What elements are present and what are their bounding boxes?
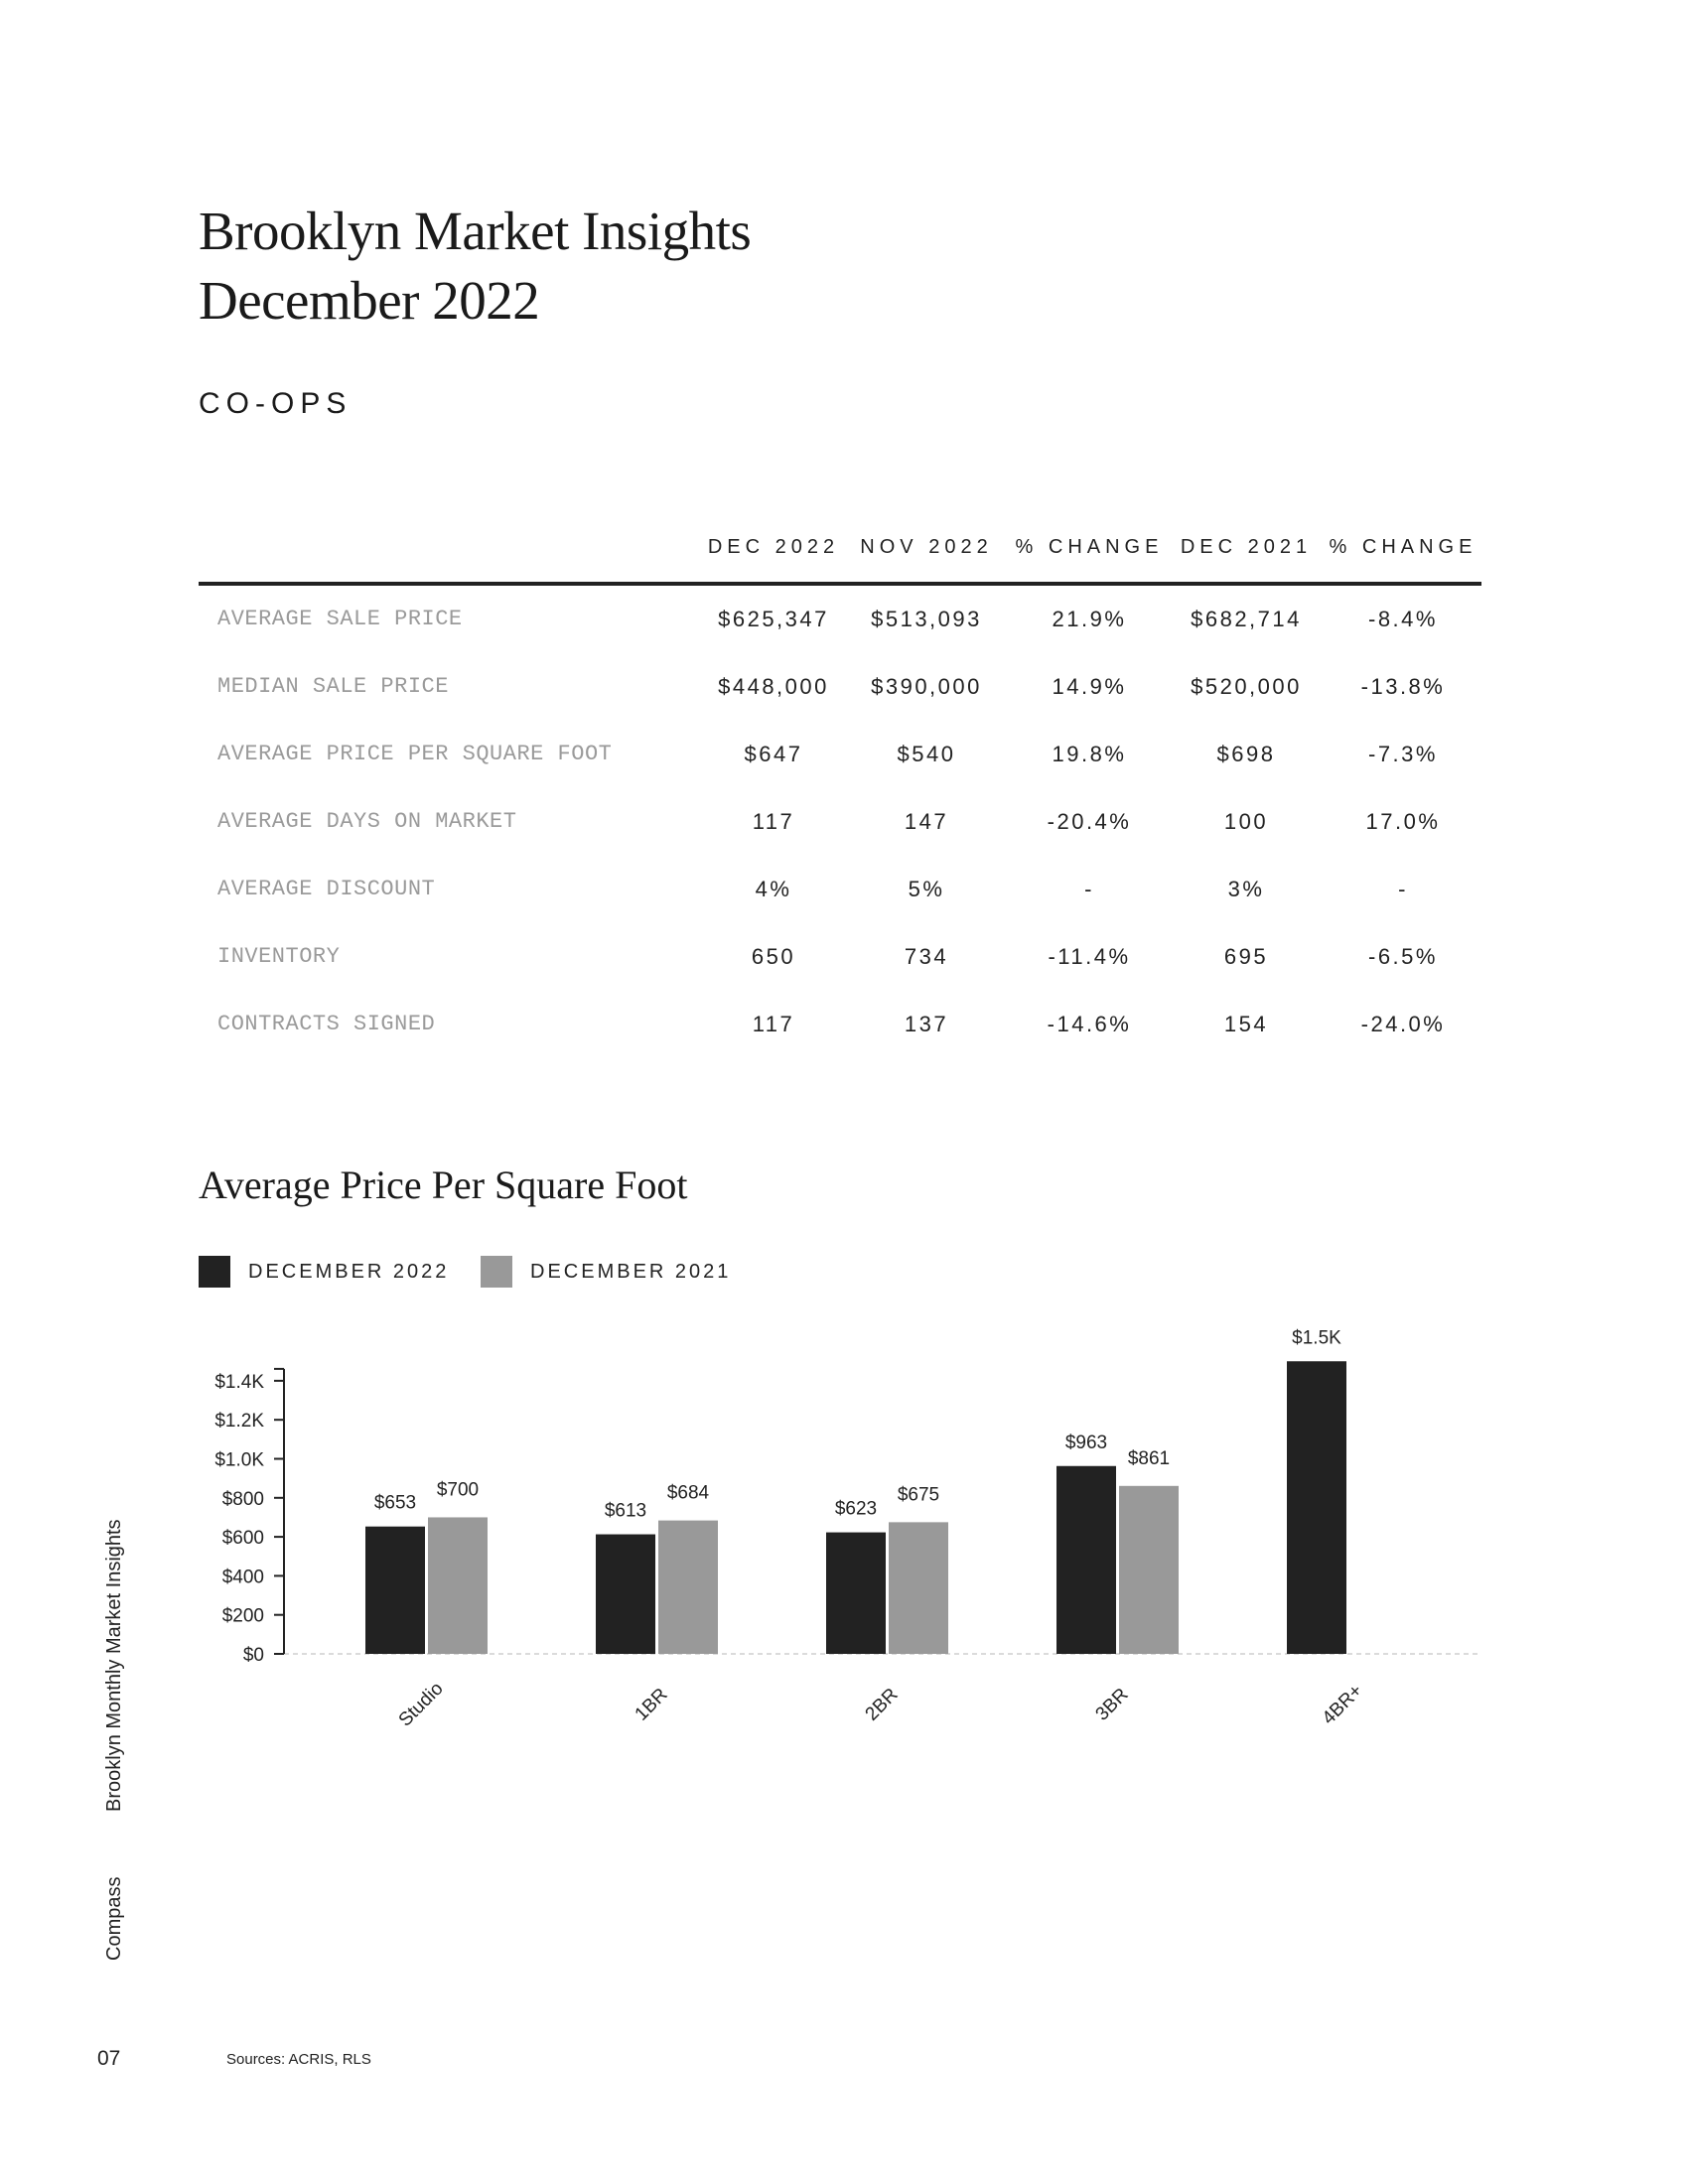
table-cell: 4% [755,877,792,901]
table-cell: -13.8% [1360,674,1446,699]
table-row [199,802,1481,842]
table-cell: 650 [751,944,796,969]
row-label: AVERAGE DISCOUNT [217,877,436,901]
row-label: MEDIAN SALE PRICE [217,674,449,699]
brand-name: Compass [103,1876,125,1961]
table-cell: $448,000 [718,674,829,699]
bar [1056,1466,1116,1654]
table-cell: - [1398,877,1408,901]
table-cell: 19.8% [1052,742,1127,766]
legend-label: DECEMBER 2021 [530,1260,732,1283]
table-cell: $520,000 [1191,674,1302,699]
table-row [199,937,1481,977]
col-header-dec-2021: DEC 2021 [1180,536,1313,558]
bar [1119,1486,1179,1654]
page-number: 07 [97,2047,121,2070]
bar-value-label: $700 [436,1479,480,1501]
bar-value-label: $653 [373,1492,417,1514]
table-cell: 5% [908,877,945,901]
y-tick-label: $1.2K [214,1411,264,1433]
col-header-dec-2022: DEC 2022 [707,536,840,558]
bar-value-label: $963 [1064,1432,1108,1453]
table-cell: $682,714 [1191,607,1302,631]
table-cell: 147 [904,809,949,834]
page-title [199,197,751,336]
legend-item-dec-2021 [481,1256,731,1288]
table-cell: 734 [904,944,949,969]
bar-value-label: $675 [897,1484,940,1506]
bar [365,1527,425,1654]
y-tick-label: $400 [221,1567,264,1588]
row-label: AVERAGE SALE PRICE [217,607,463,631]
col-header-nov-2022: NOV 2022 [860,536,993,558]
table-cell: 3% [1227,877,1265,901]
bar-value-label: $861 [1127,1447,1171,1469]
table-row [199,735,1481,774]
row-label: AVERAGE DAYS ON MARKET [217,809,517,834]
sources-note: Sources: ACRIS, RLS [226,2051,371,2068]
legend-swatch [481,1256,512,1288]
table-cell: 154 [1223,1012,1269,1036]
legend-item-dec-2022 [199,1256,449,1288]
y-tick-label: $0 [242,1645,264,1666]
bar-value-label: $623 [834,1498,878,1520]
row-label: INVENTORY [217,944,341,969]
bar [596,1535,655,1654]
table-cell: $390,000 [871,674,982,699]
table-cell: 17.0% [1365,809,1441,834]
table-cell: $647 [744,742,803,766]
x-tick-label: 2BR [861,1684,903,1725]
table-row [199,600,1481,639]
table-cell: 14.9% [1052,674,1127,699]
table-cell: 695 [1223,944,1269,969]
bar [1287,1361,1346,1654]
table-cell: 117 [752,1012,795,1036]
x-tick-label: Studio [394,1678,448,1731]
bar [658,1521,718,1654]
table-header-rule [199,582,1481,586]
bar-value-label: $613 [604,1500,647,1522]
y-tick-label: $800 [221,1488,264,1510]
table-cell: -14.6% [1047,1012,1132,1036]
y-tick-label: $200 [221,1605,264,1627]
bar [428,1517,488,1654]
table-cell: 137 [904,1012,949,1036]
table-row [199,1005,1481,1044]
y-tick-label: $1.4K [214,1371,264,1393]
row-label: CONTRACTS SIGNED [217,1012,436,1036]
y-tick-label: $600 [221,1528,264,1550]
table-cell: 117 [752,809,795,834]
table-row [199,667,1481,707]
x-tick-label: 4BR+ [1318,1680,1367,1729]
table-cell: -7.3% [1368,742,1438,766]
bar [889,1522,948,1654]
x-tick-label: 1BR [631,1684,672,1725]
chart-title: Average Price Per Square Foot [199,1162,688,1207]
table-cell: $513,093 [871,607,982,631]
legend-swatch [199,1256,230,1288]
table-cell: -11.4% [1048,944,1131,969]
table-cell: $540 [897,742,956,766]
report-name: Brooklyn Monthly Market Insights [103,1519,125,1812]
table-cell: -20.4% [1047,809,1132,834]
table-cell: 100 [1223,809,1269,834]
table-cell: -24.0% [1360,1012,1446,1036]
bar [826,1533,886,1654]
section-label: CO-OPS [199,387,352,420]
table-cell: -6.5% [1368,944,1438,969]
table-cell: 21.9% [1052,607,1127,631]
y-tick-label: $1.0K [214,1449,264,1471]
x-tick-label: 3BR [1091,1684,1133,1725]
table-row [199,870,1481,909]
table-cell: $698 [1216,742,1276,766]
table-cell: -8.4% [1368,607,1438,631]
col-header-pct-change-1: % CHANGE [1015,536,1164,558]
row-label: AVERAGE PRICE PER SQUARE FOOT [217,742,613,766]
title-line-2: December 2022 [199,270,540,331]
table-cell: - [1084,877,1094,901]
bar-value-label: $1.5K [1292,1327,1341,1349]
bar-value-label: $684 [666,1482,710,1504]
table-cell: $625,347 [718,607,829,631]
legend-label: DECEMBER 2022 [248,1260,450,1283]
col-header-pct-change-2: % CHANGE [1329,536,1477,558]
title-line-1: Brooklyn Market Insights [199,201,752,261]
